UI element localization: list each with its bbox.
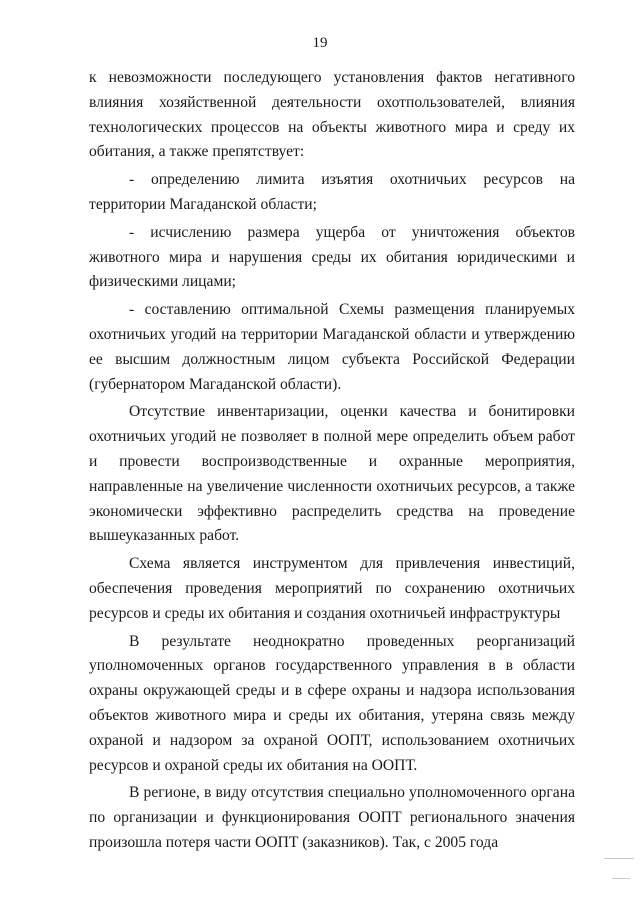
scan-artifact-line xyxy=(604,858,634,859)
list-item-damage: - исчислению размера ущерба от уничтожения объектов животного мира и нарушения среды их обитания юридическими и физическими лицами; xyxy=(89,223,575,291)
list-item-scheme: - составлению оптимальной Схемы размещения планируемых охотничьих угодий на территории Магаданской области и утверждению ее высшим должностным лицом субъекта Российской Федерации (губернатором Магаданской области). xyxy=(89,301,575,393)
paragraph-region: В регионе, в виду отсутствия специально уполномоченного органа по организации и функционирования ООПТ регионального значения произошла потеря части ООПТ (заказников). Так, с 2005 года xyxy=(89,784,575,851)
list-item-limit: - определению лимита изъятия охотничьих ресурсов на территории Магаданской области; xyxy=(89,171,575,213)
paragraph-continued: к невозможности последующего установления фактов негативного влияния хозяйственной деятельности охотпользователей, влияния технологических процессов на объекты животного мира и среду их обитания, а также препятствует: xyxy=(89,69,575,161)
page-number: 19 xyxy=(312,35,328,51)
scan-artifact-line xyxy=(612,878,630,879)
paragraph-scheme-tool: Схема является инструментом для привлечения инвестиций, обеспечения проведения мероприятий по сохранению охотничьих ресурсов и среды их обитания и создания охотничьей инфраструктуры xyxy=(89,555,575,622)
document-body xyxy=(89,66,575,859)
paragraph-reorganization: В результате неоднократно проведенных реорганизаций уполномоченных органов государственного управления в в области охраны окружающей среды и в сфере охраны и надзора использования объектов животного мира и среды их обитания, утеряна связь между охраной и надзором за охраной ООПТ, использованием охотничьих ресурсов и охраной среды их обитания на ООПТ. xyxy=(89,632,575,774)
paragraph-inventory: Отсутствие инвентаризации, оценки качества и бонитировки охотничьих угодий не позволяет в полной мере определить объем работ и провести воспроизводственные и охранные мероприятия, направленные на увеличение численности охотничьих ресурсов, а также экономически эффективно распределить средства на проведение вышеуказанных работ. xyxy=(89,403,575,545)
